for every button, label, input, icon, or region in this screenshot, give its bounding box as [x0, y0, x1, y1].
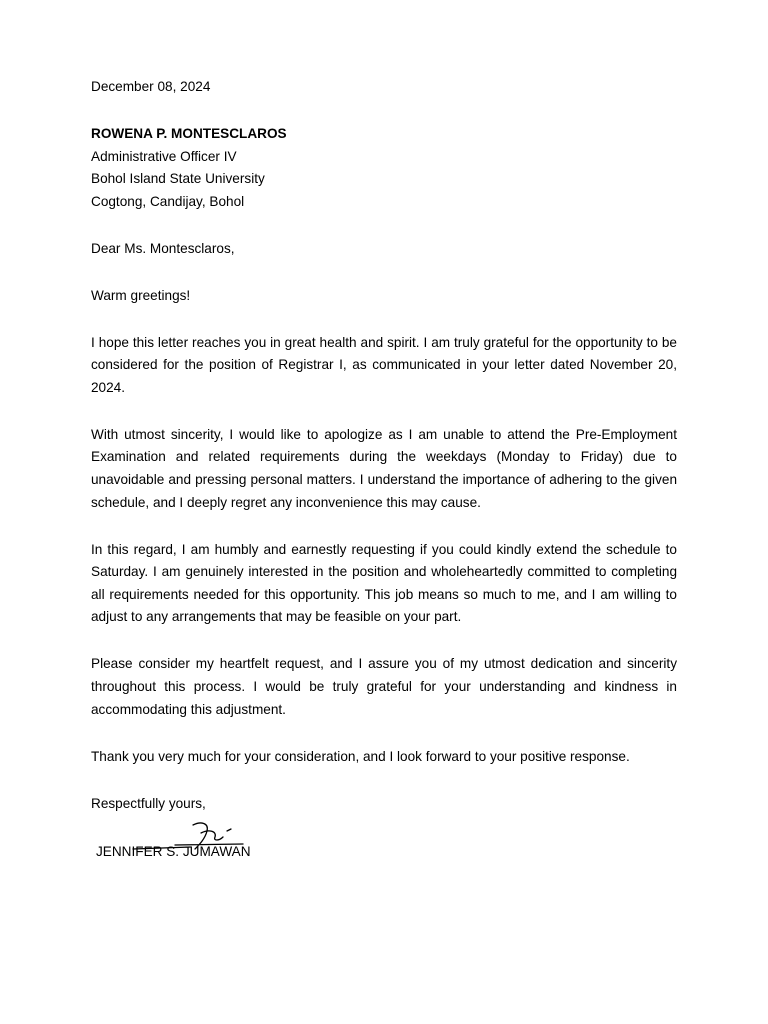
- letter-date: December 08, 2024: [91, 79, 211, 94]
- body-paragraph-3: In this regard, I am humbly and earnestly requesting if you could kindly extend the schedule to Saturday. I am genuinely interested in the position and wholeheartedly committed to completing all requirements needed for this opportunity. This job means so much to me, and I am willing to adjust to any arrangements that may be feasible on your part.: [91, 541, 677, 625]
- body-paragraph-2: With utmost sincerity, I would like to apologize as I am unable to attend the Pre-Employment Examination and related requirements during the weekdays (Monday to Friday) due to unavoidable and pressing personal matters. I understand the importance of adhering to the given schedule, and I deeply regret any inconvenience this may cause.: [91, 426, 677, 510]
- spacer: [91, 213, 677, 237]
- salutation: Dear Ms. Montesclaros,: [91, 240, 235, 256]
- body-paragraph-5: Thank you very much for your consideration, and I look forward to your positive response.: [91, 748, 630, 764]
- letter-body: [91, 76, 677, 875]
- greeting: Warm greetings!: [91, 287, 191, 303]
- recipient-block: [91, 123, 677, 213]
- spacer: [91, 307, 677, 331]
- spacer: [91, 260, 677, 284]
- recipient-name: ROWENA P. MONTESCLAROS: [91, 125, 287, 141]
- recipient-title: Administrative Officer IV: [91, 148, 237, 164]
- closing: Respectfully yours,: [91, 795, 206, 811]
- recipient-address: Cogtong, Candijay, Bohol: [91, 193, 245, 209]
- body-paragraph-4: Please consider my heartfelt request, and I assure you of my utmost dedication and sincerity throughout this process. I would be truly grateful for your understanding and kindness in accommodating this adjustment.: [91, 656, 677, 717]
- spacer: [91, 99, 677, 123]
- recipient-institution: Bohol Island State University: [91, 171, 265, 187]
- signature-block: [91, 815, 677, 875]
- body-paragraph-1: I hope this letter reaches you in great health and spirit. I am truly grateful for the opportunity to be considered for the position of Registrar I, as communicated in your letter dated November 20, 2024.: [91, 334, 677, 395]
- signer-name: JENNIFER S. JUMAWAN: [96, 844, 251, 860]
